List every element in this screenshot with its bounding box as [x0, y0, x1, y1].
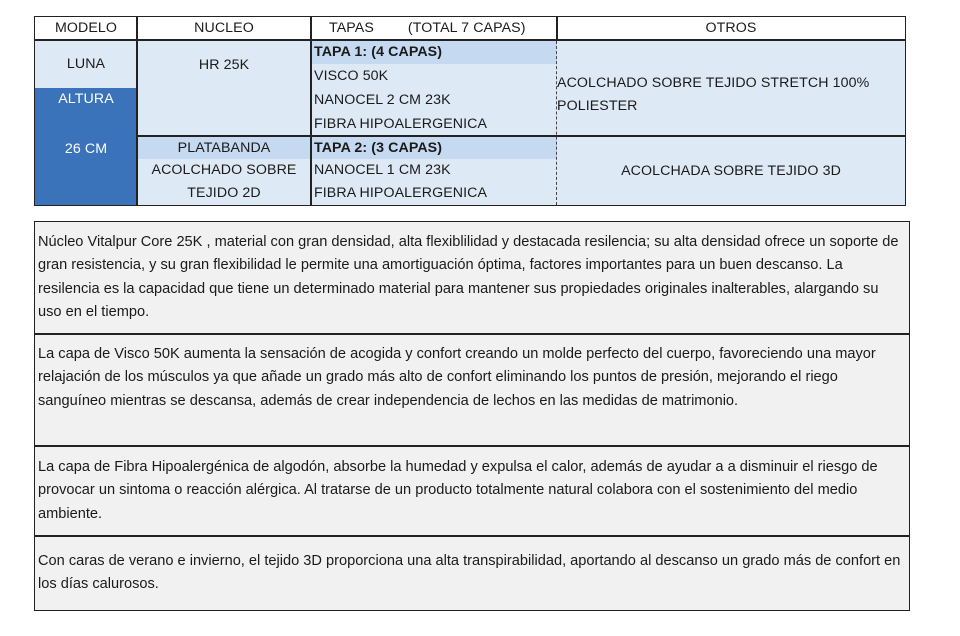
description-paragraph: La capa de Visco 50K aumenta la sensación de acogida y confort creando un molde perfecto del cuerpo, favoreciendo una mayor relajación de los músculos ya que añade un grado más alto de confort eliminando los puntos de presión, mejorando el riego sanguíneo mientras se descansa, además de crear independencia de lechos en las medidas de matrimonio. — [38, 346, 876, 409]
tapa2-otros-cell: ACOLCHADA SOBRE TEJIDO 3D — [557, 137, 905, 205]
altura-label-cell: ALTURA — [35, 88, 137, 135]
paragraph-separator — [35, 445, 909, 447]
header-nucleo: NUCLEO — [137, 17, 311, 40]
dashed-divider — [556, 41, 557, 205]
column-divider — [310, 17, 312, 205]
description-paragraph: La capa de Fibra Hipoalergénica de algodón, absorbe la humedad y expulsa el calor, además de ayudar a a disminuir el riesgo de provocar un sintoma o reacción alérgica. Al tratarse de un producto totalmente natural colabora con el sostenimiento del medio ambiente. — [38, 459, 878, 522]
header-tapas — [311, 17, 557, 40]
paragraph-separator — [35, 333, 909, 335]
header-tapas-label: TAPAS — [329, 20, 374, 36]
tapa2-layer: FIBRA HIPOALERGENICA — [311, 182, 557, 205]
column-divider — [556, 17, 558, 41]
tapa1-otros-cell — [557, 41, 905, 136]
header-modelo: MODELO — [35, 17, 137, 40]
tapa-divider — [137, 135, 905, 137]
platabanda-value-line2: TEJIDO 2D — [137, 182, 311, 205]
tapa1-otros-line1: ACOLCHADO SOBRE TEJIDO STRETCH 100% — [557, 75, 870, 91]
nucleo-value-cell: HR 25K — [137, 41, 311, 136]
platabanda-value-line1: ACOLCHADO SOBRE — [137, 159, 311, 182]
column-divider — [136, 17, 138, 205]
header-tapas-total: (TOTAL 7 CAPAS) — [407, 20, 526, 36]
description-paragraph: Núcleo Vitalpur Core 25K , material con gran densidad, alta flexiblilidad y destacada resilencia; su alta densidad ofrece un soporte de gran resistencia, y su gran flexibilidad le permite una amortiguación óptima, factores importantes para un buen descanso. La resilencia es la capacidad que tiene un determinado material para mantener sus propiedades originales inalterables, alargando su uso en el tiempo. — [38, 234, 899, 320]
tapa1-layer: NANOCEL 2 CM 23K — [311, 88, 557, 112]
model-name-cell: LUNA — [35, 41, 137, 88]
header-otros: OTROS — [557, 17, 905, 40]
paragraph-separator — [35, 535, 909, 537]
header-divider — [35, 39, 905, 41]
tapa1-layer: VISCO 50K — [311, 64, 557, 88]
tapa1-title: TAPA 1: (4 CAPAS) — [311, 41, 557, 64]
altura-value-cell: 26 CM — [35, 135, 137, 205]
spec-table — [34, 16, 906, 206]
tapa2-title: TAPA 2: (3 CAPAS) — [311, 137, 557, 159]
description-box — [34, 221, 910, 611]
tapa1-otros-line2: POLIESTER — [557, 98, 638, 114]
platabanda-label-cell: PLATABANDA — [137, 137, 311, 159]
tapa2-layer: NANOCEL 1 CM 23K — [311, 159, 557, 182]
tapa1-layer: FIBRA HIPOALERGENICA — [311, 112, 557, 136]
description-paragraph: Con caras de verano e invierno, el tejido 3D proporciona una alta transpirabilidad, aportando al descanso un grado más de confort en los días calurosos. — [38, 553, 901, 593]
